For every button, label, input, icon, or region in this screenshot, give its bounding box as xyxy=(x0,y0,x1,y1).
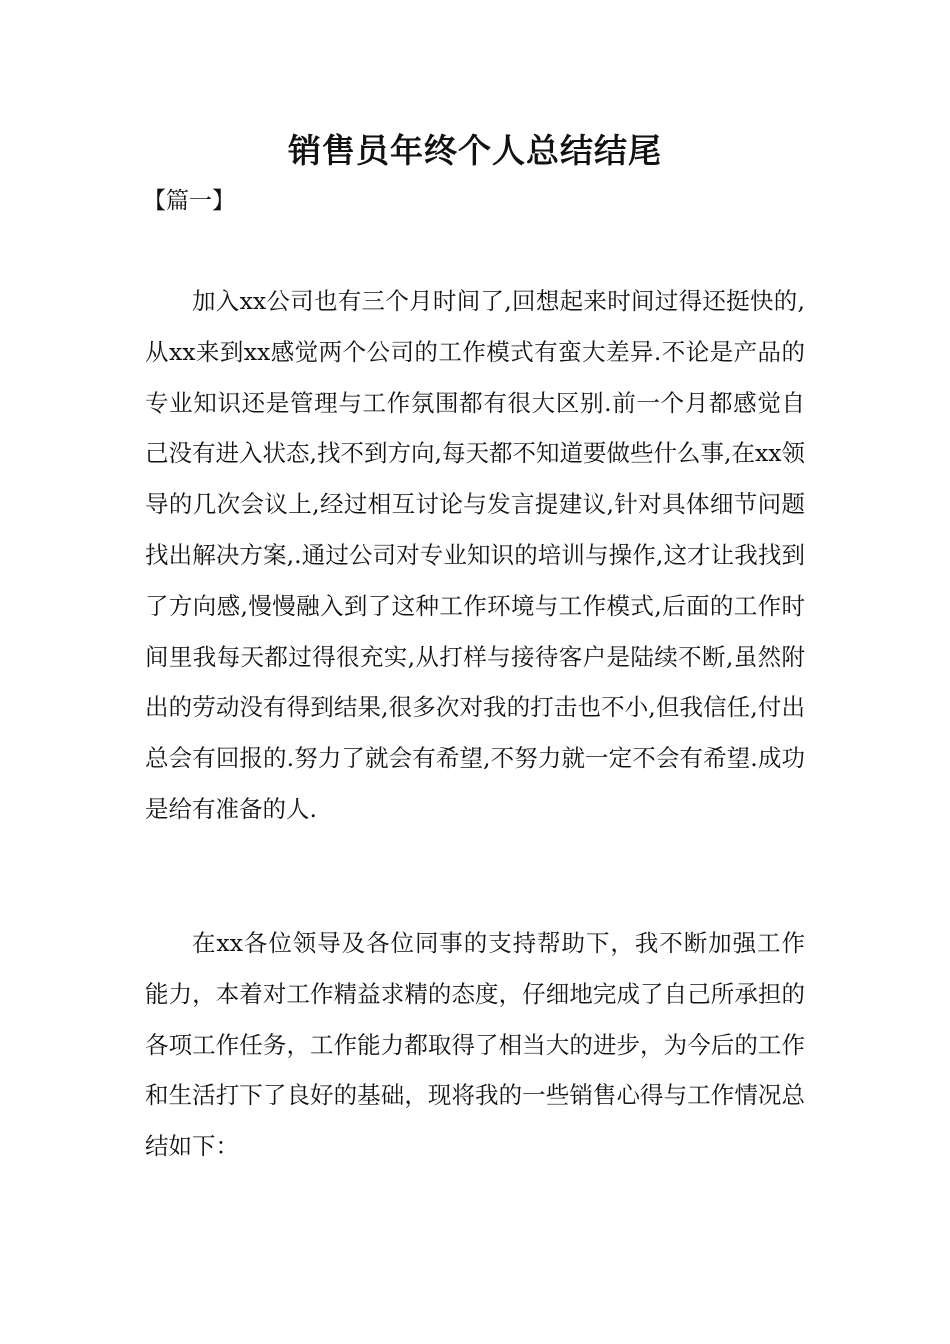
body-paragraph-2: 在xx各位领导及各位同事的支持帮助下，我不断加强工作能力，本着对工作精益求精的态度，仔细地完成了自己所承担的各项工作任务，工作能力都取得了相当大的进步，为今后的工作和生活打下了良好的基础，现将我的一些销售心得与工作情况总结如下： xyxy=(145,929,805,1161)
body-paragraph-1: 加入xx公司也有三个月时间了,回想起来时间过得还挺快的,从xx来到xx感觉两个公司的工作模式有蛮大差异.不论是产品的专业知识还是管理与工作氛围都有很大区别.前一个月都感觉自己没有进入状态,找不到方向,每天都不知道要做些什么事,在xx领导的几次会议上,经过相互讨论与发言提建议,针对具体细节问题找出解决方案,.通过公司对专业知识的培训与操作,这才让我找到了方向感,慢慢融入到了这种工作环境与工作模式,后面的工作时间里我每天都过得很充实,从打样与接待客户是陆续不断,虽然附出的劳动没有得到结果,很多次对我的打击也不小,但我信任,付出总会有回报的.努力了就会有希望,不努力就一定不会有希望.成功是给有准备的人. xyxy=(145,287,805,823)
section-label: 【篇一】 xyxy=(143,188,235,214)
document-title: 销售员年终个人总结结尾 xyxy=(288,131,662,170)
